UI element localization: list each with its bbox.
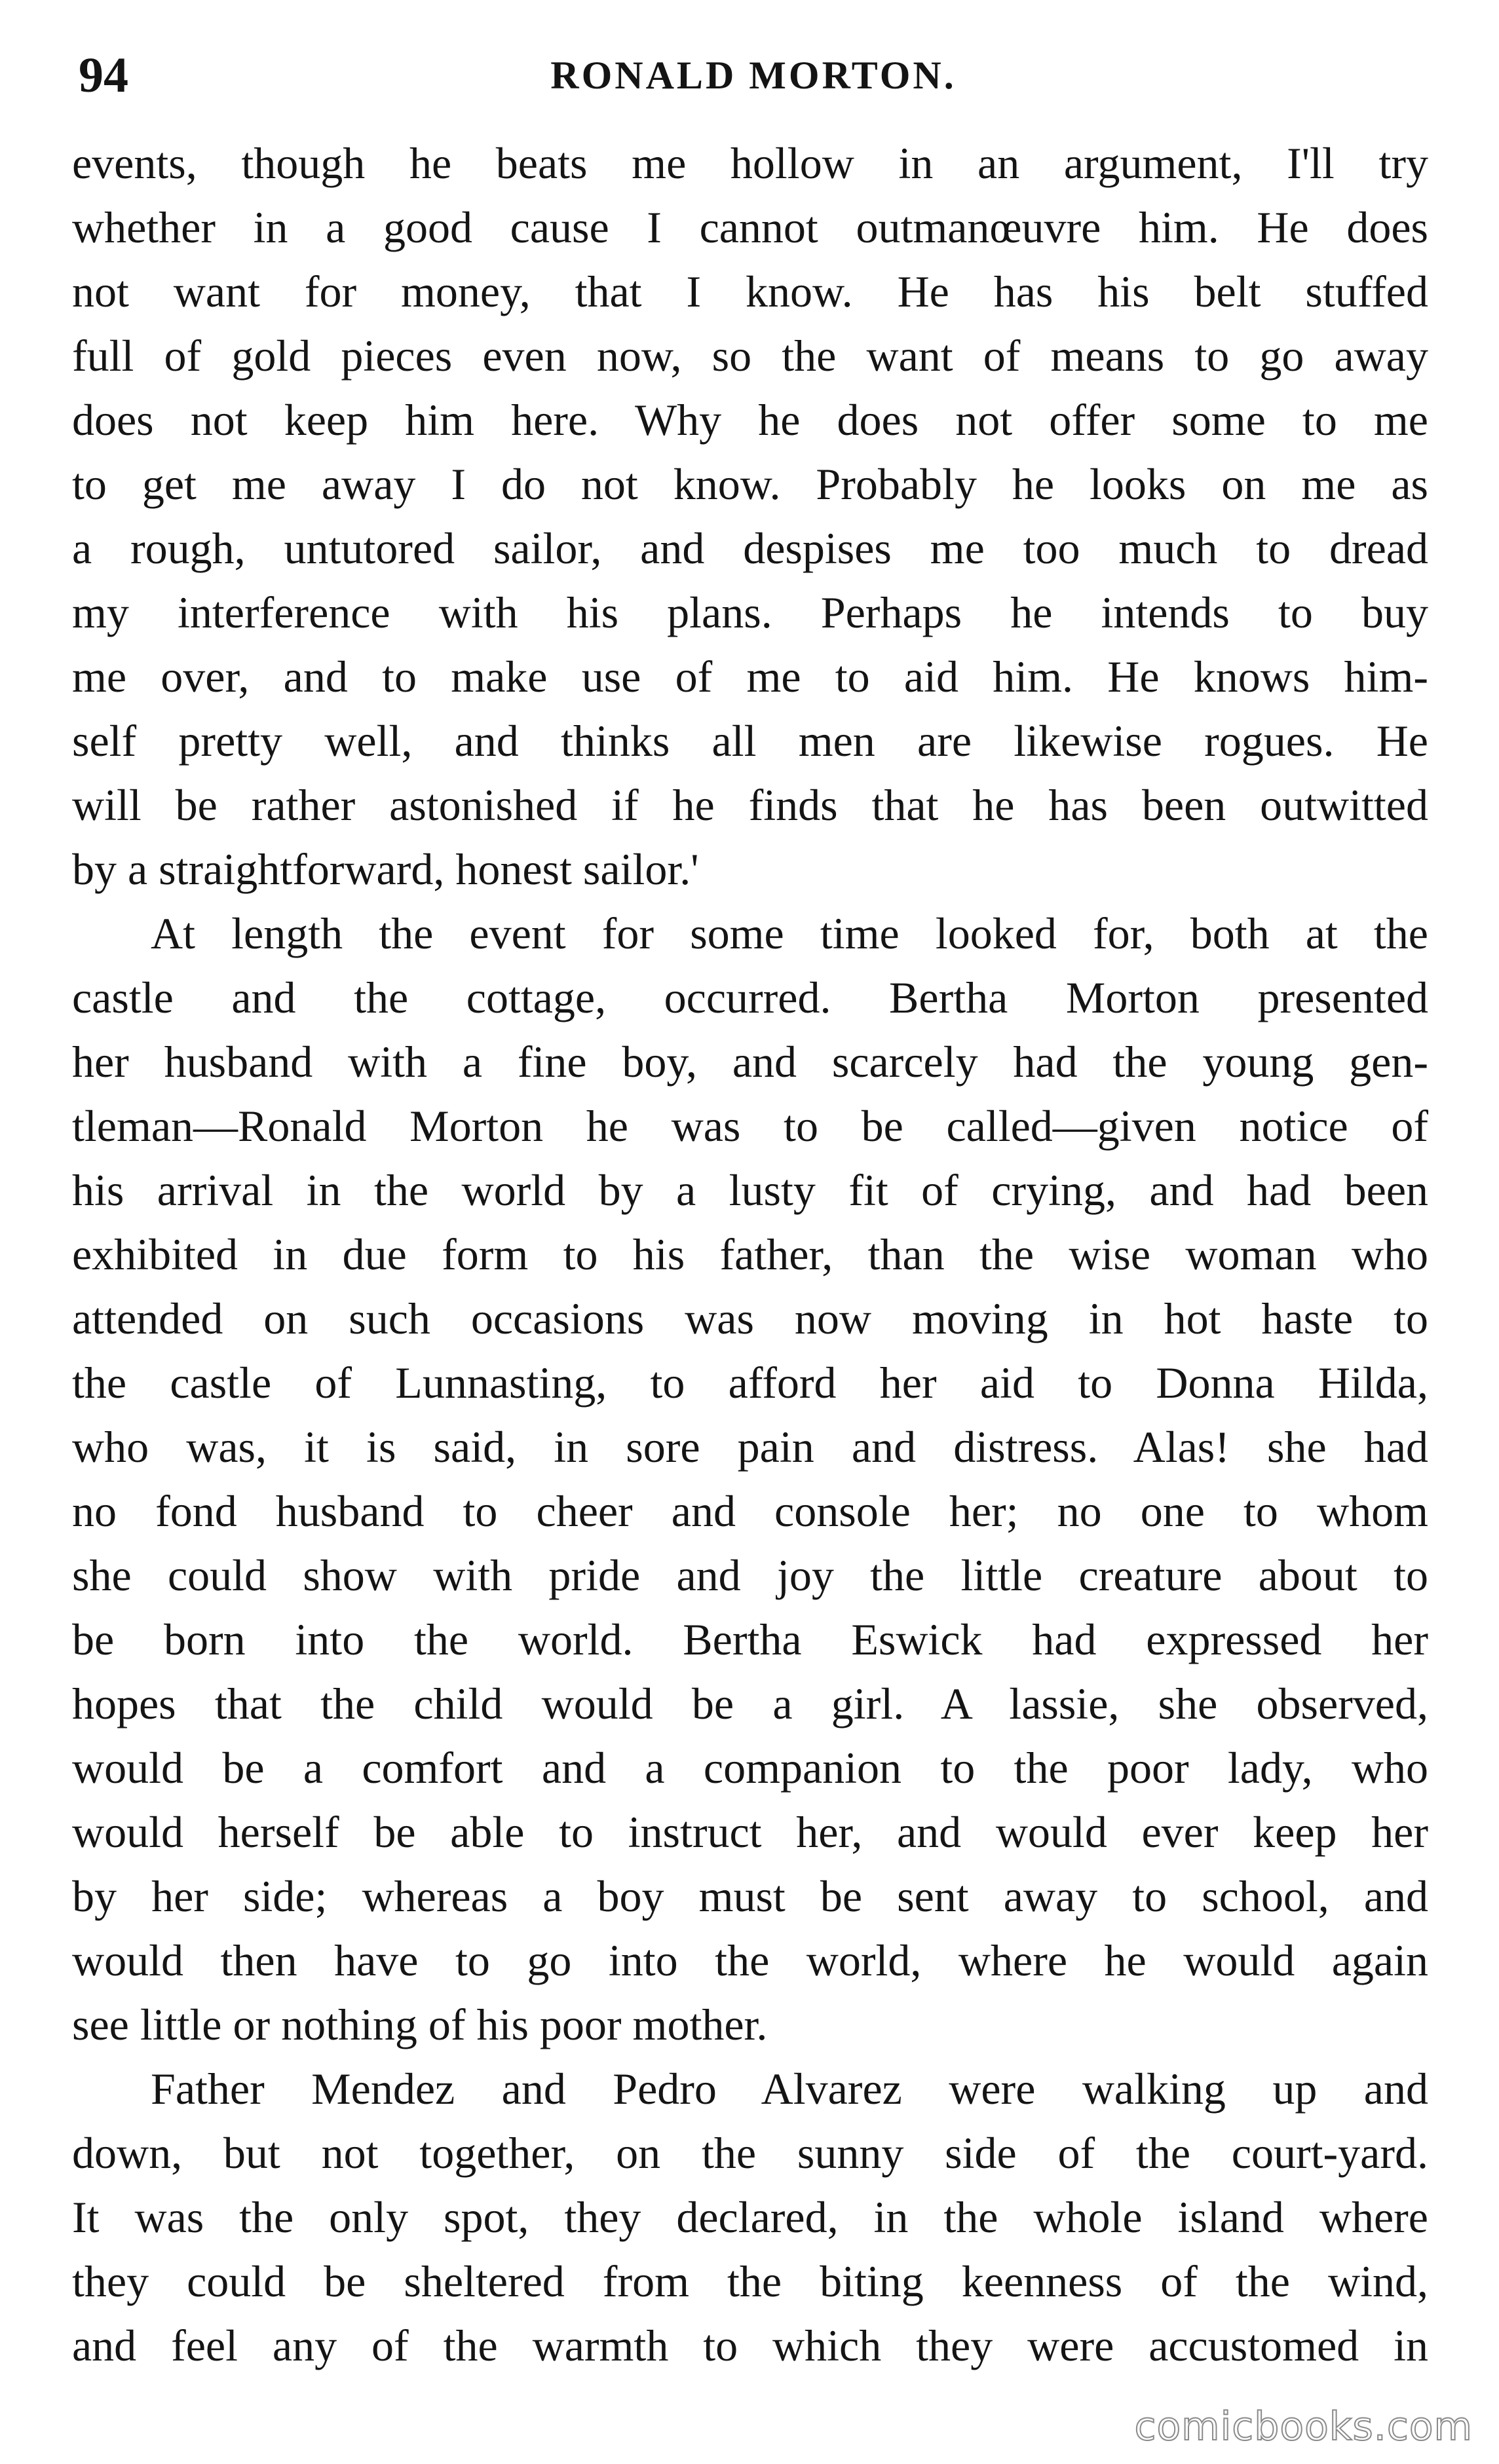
text-line: whether in a good cause I cannot outmanœuvre him. He does xyxy=(72,202,1428,252)
text-line: a rough, untutored sailor, and despises me too much to dread xyxy=(72,523,1428,573)
text-line: be born into the world. Bertha Eswick had expressed her xyxy=(72,1615,1428,1664)
text-line: It was the only spot, they declared, in the whole island where xyxy=(72,2192,1428,2242)
text-line: Father Mendez and Pedro Alvarez were walking up and xyxy=(151,2064,1428,2114)
text-line: not want for money, that I know. He has his belt stuffed xyxy=(72,267,1428,316)
text-line: will be rather astonished if he finds that he has been outwitted xyxy=(72,780,1428,830)
text-line: who was, it is said, in sore pain and distress. Alas! she had xyxy=(72,1422,1428,1472)
text-line: down, but not together, on the sunny side of the court-yard. xyxy=(72,2128,1428,2178)
text-line: events, though he beats me hollow in an argument, I'll try xyxy=(72,138,1428,188)
text-line: At length the event for some time looked for, both at the xyxy=(151,908,1428,958)
text-line: full of gold pieces even now, so the want of means to go away xyxy=(72,331,1428,381)
page-number: 94 xyxy=(79,48,128,103)
text-line: me over, and to make use of me to aid him. He knows him- xyxy=(72,652,1428,701)
page-header xyxy=(79,39,1428,111)
text-line: the castle of Lunnasting, to afford her aid to Donna Hilda, xyxy=(72,1358,1428,1408)
text-line: to get me away I do not know. Probably he looks on me as xyxy=(72,459,1428,509)
text-line: my interference with his plans. Perhaps he intends to buy xyxy=(72,588,1428,637)
text-line: does not keep him here. Why he does not offer some to me xyxy=(72,395,1428,445)
text-line: and feel any of the warmth to which they were accustomed in xyxy=(72,2321,1428,2370)
text-line: see little or nothing of his poor mother. xyxy=(72,2000,768,2049)
text-line: by her side; whereas a boy must be sent away to school, and xyxy=(72,1871,1428,1921)
text-line: no fond husband to cheer and console her; no one to whom xyxy=(72,1486,1428,1536)
text-line: would then have to go into the world, where he would again xyxy=(72,1935,1428,1985)
watermark-logo: comicbooks.com xyxy=(1134,2404,1473,2450)
text-line: exhibited in due form to his father, than the wise woman who xyxy=(72,1229,1428,1279)
text-line: hopes that the child would be a girl. A lassie, she observed, xyxy=(72,1679,1428,1728)
text-line: her husband with a fine boy, and scarcely had the young gen- xyxy=(72,1037,1428,1087)
text-line: would be a comfort and a companion to the poor lady, who xyxy=(72,1743,1428,1793)
text-line: attended on such occasions was now moving in hot haste to xyxy=(72,1294,1428,1343)
text-line: castle and the cottage, occurred. Bertha Morton presented xyxy=(72,973,1428,1022)
text-line: self pretty well, and thinks all men are likewise rogues. He xyxy=(72,716,1428,766)
text-line: his arrival in the world by a lusty fit of crying, and had been xyxy=(72,1165,1428,1215)
text-line: she could show with pride and joy the little creature about to xyxy=(72,1550,1428,1600)
text-line: they could be sheltered from the biting keenness of the wind, xyxy=(72,2256,1428,2306)
running-title: RONALD MORTON. xyxy=(550,54,957,97)
text-line: by a straightforward, honest sailor.' xyxy=(72,844,699,894)
text-line: tleman—Ronald Morton he was to be called—given notice of xyxy=(72,1101,1428,1151)
text-line: would herself be able to instruct her, and would ever keep her xyxy=(72,1807,1428,1857)
body-text xyxy=(72,131,1428,2378)
